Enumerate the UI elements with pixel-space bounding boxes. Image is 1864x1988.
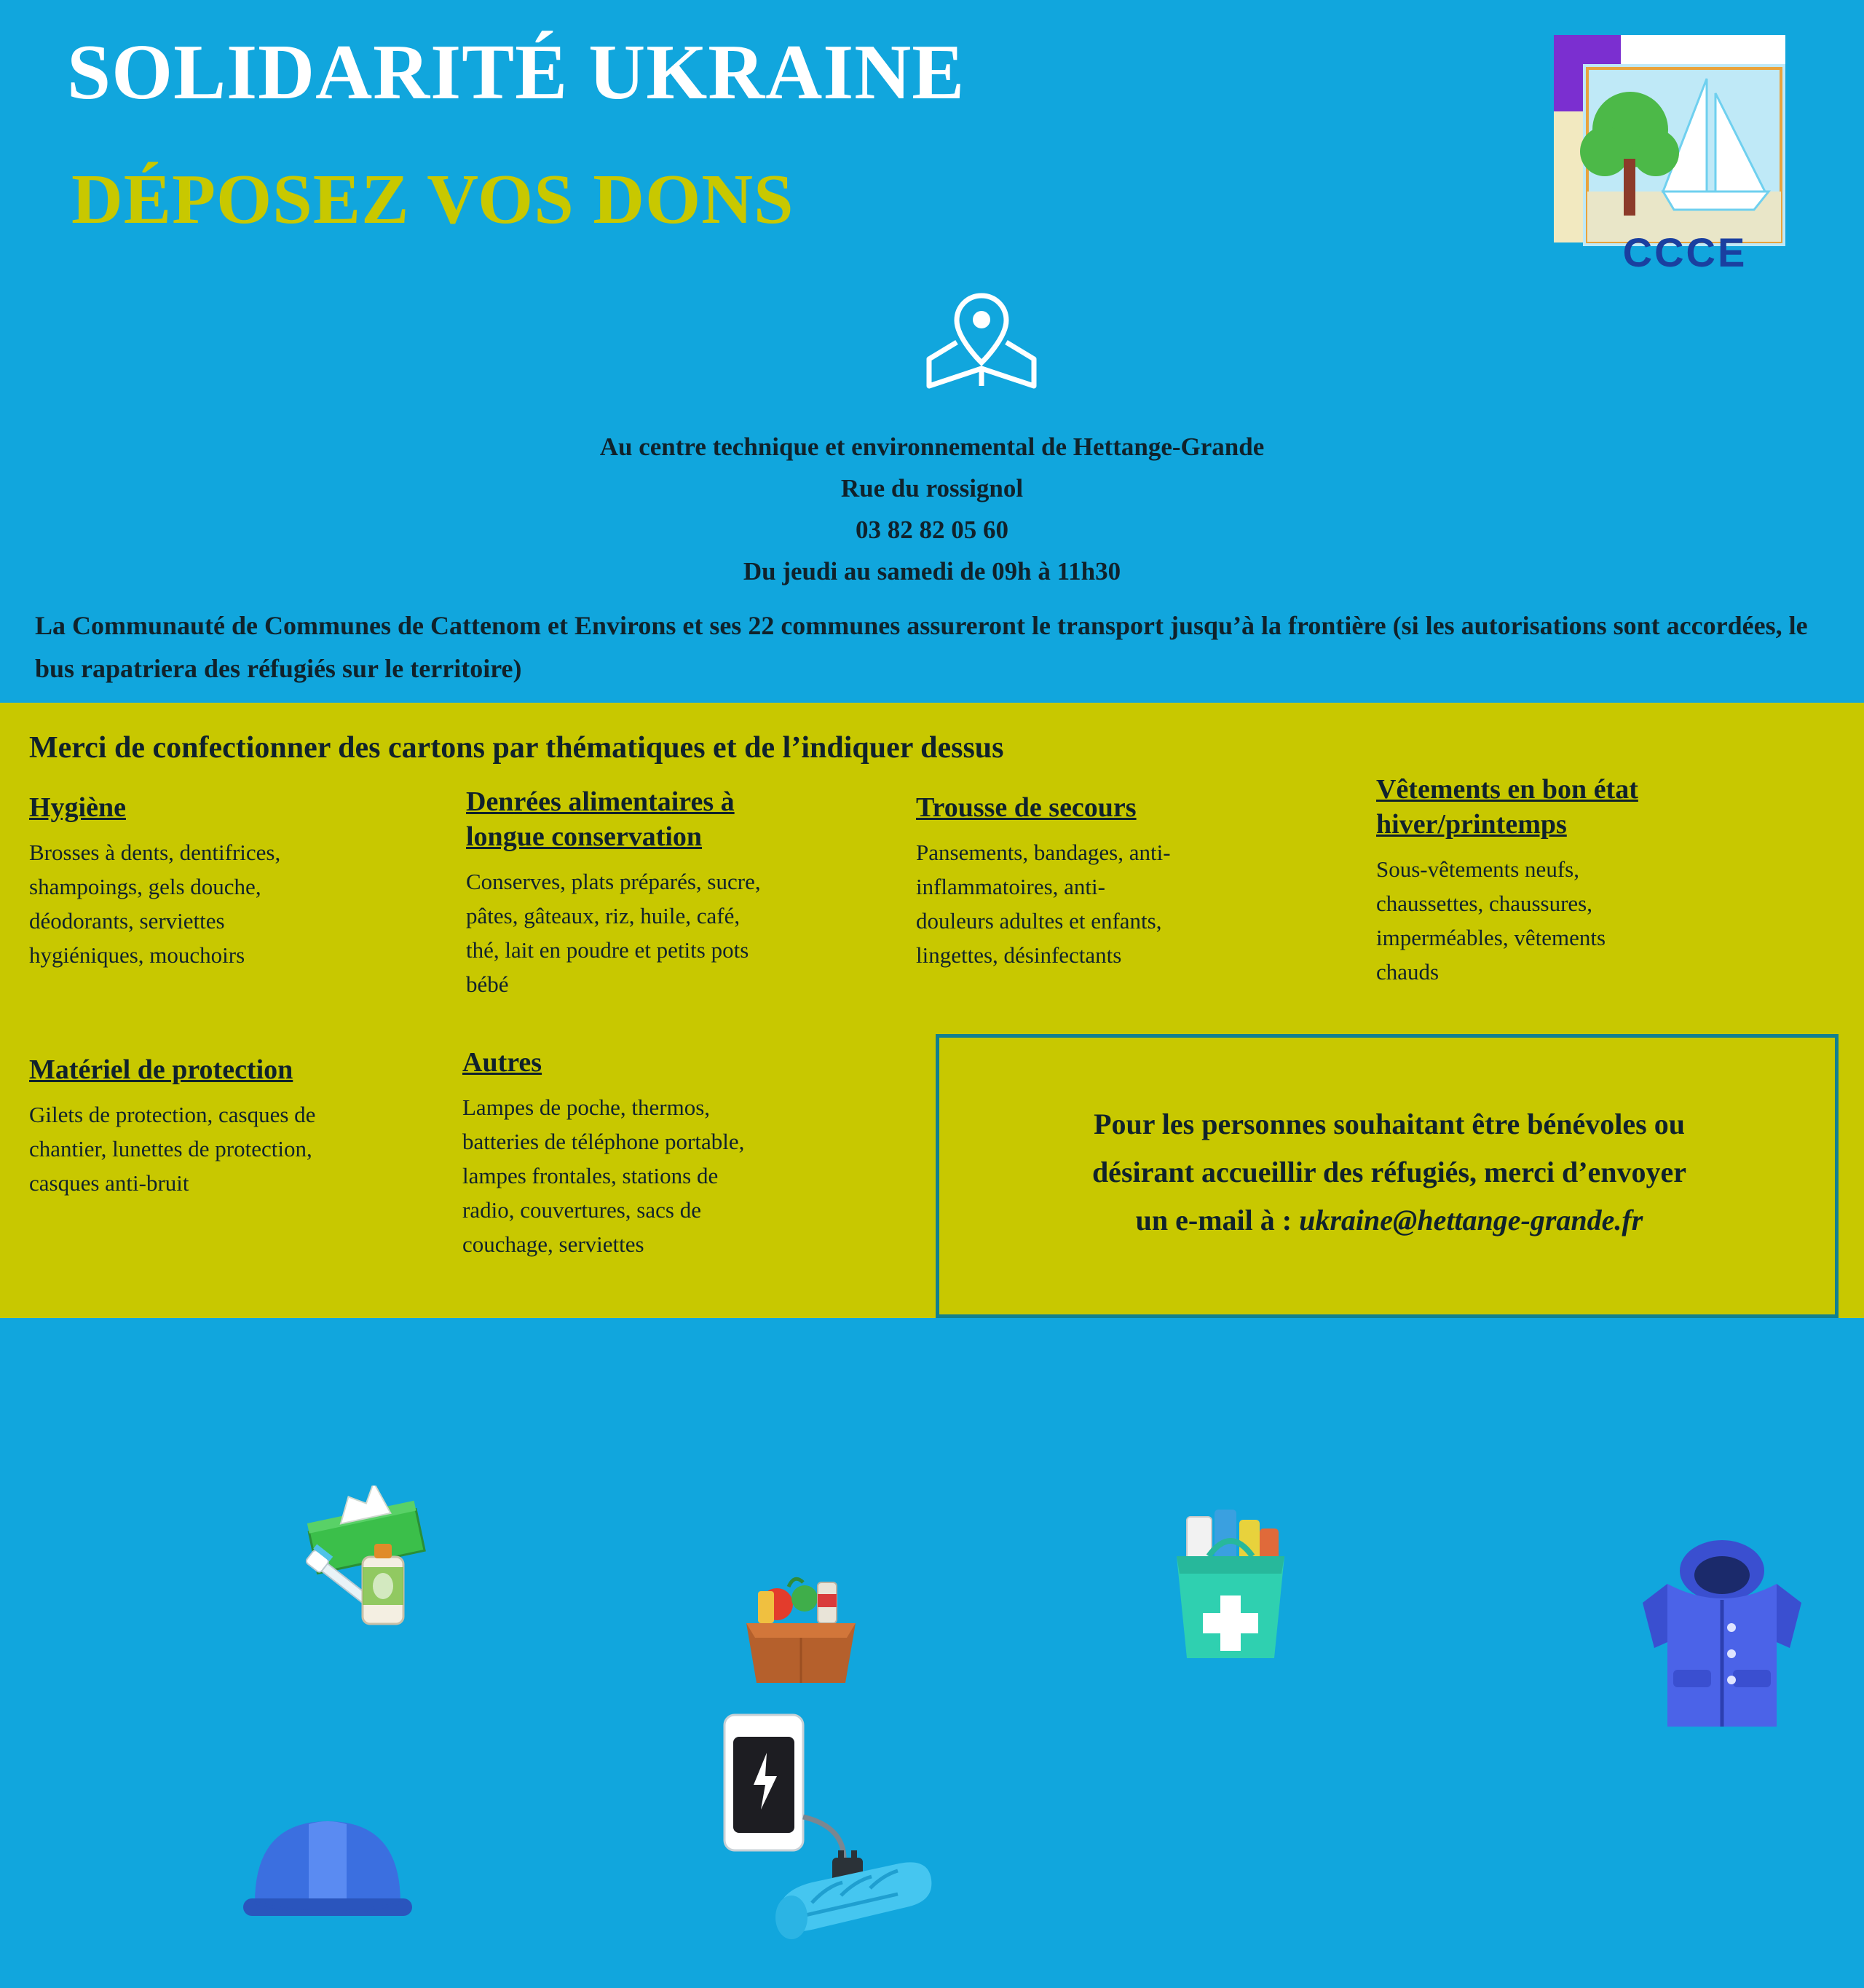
volunteer-message xyxy=(952,1100,1826,1245)
poster-header-section xyxy=(0,0,1864,703)
category-hygiene-items: Brosses à dents, dentifrices, shampoings, gels douche, déodorants, serviettes hygiéniques, mouchoirs xyxy=(29,840,281,968)
volunteer-box-inner xyxy=(952,1049,1826,1314)
category-clothing-title: Vêtements en bon état hiver/printemps xyxy=(1376,774,1638,840)
category-first-aid xyxy=(916,790,1171,972)
safety-helmet-icon xyxy=(233,1795,422,1944)
category-food-title: Denrées alimentaires à longue conservation xyxy=(466,786,735,852)
category-other xyxy=(462,1045,768,1261)
donations-heading: Merci de confectionner des cartons par thématiques et de l’indiquer dessus xyxy=(29,731,1004,765)
category-protection-items: Gilets de protection, casques de chantier, lunettes de protection, casques anti-bruit xyxy=(29,1102,316,1196)
address-line-2: Rue du rossignol xyxy=(840,474,1024,502)
ccce-logo xyxy=(1554,35,1785,275)
winter-jacket-icon xyxy=(1624,1533,1820,1748)
category-clothing-items: Sous-vêtements neufs, chaussettes, chaussures, imperméables, vêtements chauds xyxy=(1376,856,1606,985)
opening-hours: Du jeudi au samedi de 09h à 11h30 xyxy=(743,557,1121,585)
page-subtitle: DÉPOSEZ VOS DONS xyxy=(71,160,794,239)
food-box-icon xyxy=(732,1562,870,1704)
category-hygiene-title: Hygiène xyxy=(29,792,126,823)
category-food-items: Conserves, plats préparés, sucre, pâtes, gâteaux, riz, huile, café, thé, lait en poudre et petits pots bébé xyxy=(466,869,761,997)
map-pin-icon xyxy=(916,290,1047,392)
volunteer-email-link[interactable]: ukraine@hettange-grande.fr xyxy=(1299,1204,1643,1236)
category-first-aid-items: Pansements, bandages, anti-inflammatoires, anti-douleurs adultes et enfants, lingettes, désinfectants xyxy=(916,840,1171,968)
address-block xyxy=(0,426,1864,592)
category-protection xyxy=(29,1052,335,1200)
phone-number: 03 82 82 05 60 xyxy=(856,516,1008,544)
donations-section xyxy=(0,703,1864,1318)
svg-text:CCCE: CCCE xyxy=(1622,229,1748,275)
category-hygiene xyxy=(29,790,291,972)
volunteer-box xyxy=(936,1034,1839,1318)
category-food xyxy=(466,784,772,1001)
volunteer-email-prefix: un e-mail à : xyxy=(1135,1204,1300,1236)
category-other-title: Autres xyxy=(462,1047,542,1078)
address-line-1: Au centre technique et environnemental de Hettange-Grande xyxy=(599,433,1265,461)
category-first-aid-title: Trousse de secours xyxy=(916,792,1137,823)
category-protection-title: Matériel de protection xyxy=(29,1054,293,1085)
category-other-items: Lampes de poche, thermos, batteries de téléphone portable, lampes frontales, stations de radio, couvertures, sacs de couchage, serviettes xyxy=(462,1094,745,1257)
transport-notice: La Communauté de Communes de Cattenom et Environs et ses 22 communes assureront le transport jusqu’à la frontière (si les autorisations sont accordées, le bus rapatriera des réfugiés sur le territoire) xyxy=(35,611,1808,683)
first-aid-kit-icon xyxy=(1158,1504,1303,1675)
powerbank-sleepingbag-icon xyxy=(710,1708,936,1988)
volunteer-line-1: Pour les personnes souhaitant être bénévoles ou xyxy=(1094,1108,1685,1140)
page-title: SOLIDARITÉ UKRAINE xyxy=(67,29,965,116)
hygiene-products-icon xyxy=(269,1486,437,1635)
volunteer-line-2: désirant accueillir des réfugiés, merci d’envoyer xyxy=(1091,1156,1687,1188)
volunteer-line-3 xyxy=(952,1196,1826,1245)
category-clothing xyxy=(1376,772,1667,989)
